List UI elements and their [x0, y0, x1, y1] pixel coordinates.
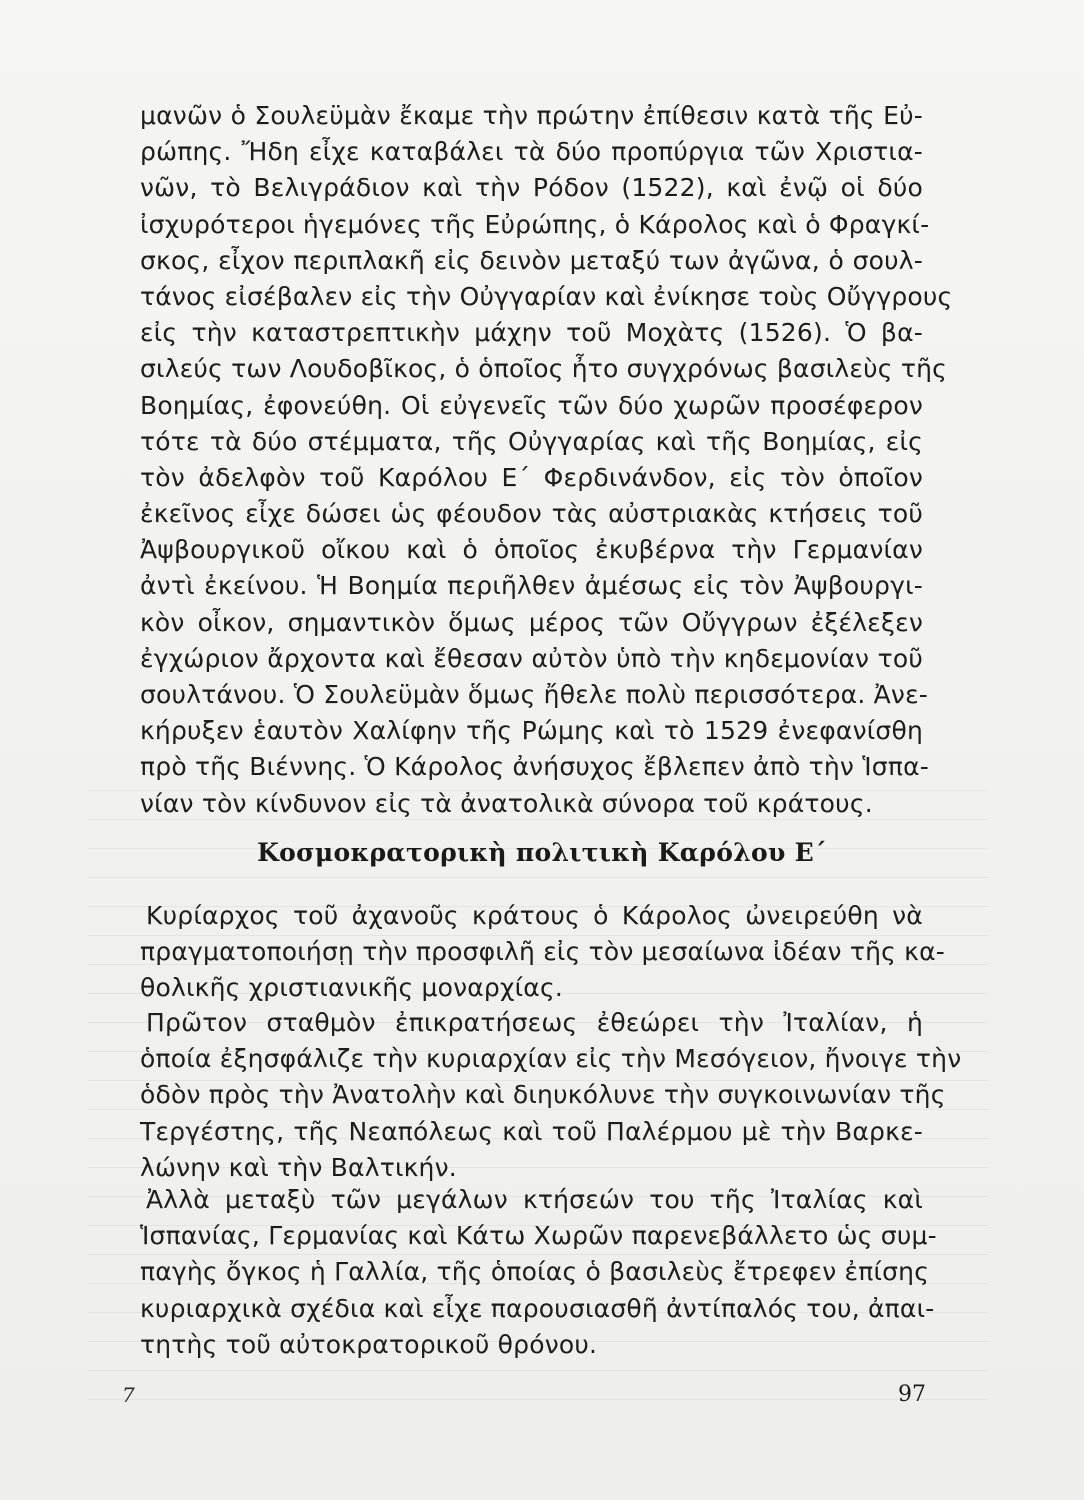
paragraph-3	[140, 1005, 962, 1186]
text-line: νίαν τὸν κίνδυνον εἰς τὰ ἀνατολικὰ σύνορα τοῦ κράτους.	[140, 788, 873, 818]
text-line: σκος, εἶχον περιπλακῆ εἰς δεινὸν μεταξύ των ἀγῶνα, ὁ σουλ-	[140, 245, 923, 275]
text-line: τὸν ἀδελφὸν τοῦ Καρόλου Ε΄ Φερδινάνδον, εἰς τὸν ὁποῖον	[140, 462, 923, 492]
text-line: πρὸ τῆς Βιέννης. Ὁ Κάρολος ἀνήσυχος ἔβλεπεν ἀπὸ τὴν Ἱσπα-	[140, 752, 929, 782]
text-line: ἐγχώριον ἄρχοντα καὶ ἔθεσαν αὐτὸν ὑπὸ τὴν κηδεμονίαν τοῦ	[140, 643, 923, 673]
text-line: θολικῆς χριστιανικῆς μοναρχίας.	[140, 973, 563, 1003]
text-line: σιλεύς των Λουδοβῖκος, ὁ ὁποῖος ἦτο συγχρόνως βασιλεὺς τῆς	[140, 354, 947, 384]
text-line: ὁποία ἐξησφάλιζε τὴν κυριαρχίαν εἰς τὴν Μεσόγειον, ἤνοιγε τὴν	[140, 1044, 962, 1074]
text-line: τότε τὰ δύο στέμματα, τῆς Οὐγγαρίας καὶ τῆς Βοημίας, εἰς	[140, 426, 923, 456]
signature-mark: 7	[122, 1383, 135, 1407]
page-number: 97	[898, 1382, 926, 1407]
text-line: Ἀψβουργικοῦ οἴκου καὶ ὁ ὁποῖος ἐκυβέρνα τὴν Γερμανίαν	[140, 535, 923, 565]
text-line: Πρῶτον σταθμὸν ἐπικρατήσεως ἐθεώρει τὴν Ἰταλίαν, ἡ	[146, 1008, 923, 1037]
text-line: πραγματοποιήσῃ τὴν προσφιλῆ εἰς τὸν μεσαίωνα ἰδέαν τῆς κα-	[140, 937, 946, 967]
text-line: παγὴς ὄγκος ἡ Γαλλία, τῆς ὁποίας ὁ βασιλεὺς ἔτρεφεν ἐπίσης	[140, 1257, 930, 1287]
text-line: Βοημίας, ἐφονεύθη. Οἱ εὐγενεῖς τῶν δύο χωρῶν προσέφερον	[140, 390, 923, 420]
text-line: λώνην καὶ τὴν Βαλτικήν.	[140, 1152, 457, 1182]
text-line: εἰς τὴν καταστρεπτικὴν μάχην τοῦ Μοχὰτς (1526). Ὁ βα-	[140, 318, 923, 348]
text-line: νῶν, τὸ Βελιγράδιον καὶ τὴν Ρόδον (1522), καὶ ἐνῷ οἱ δύο	[140, 173, 923, 203]
text-line: ρώπης. Ἤδη εἶχε καταβάλει τὰ δύο προπύργια τῶν Χριστια-	[140, 137, 923, 167]
text-line: τάνος εἰσέβαλεν εἰς τὴν Οὐγγαρίαν καὶ ἐνίκησε τοὺς Οὔγγρους	[140, 281, 953, 311]
paragraph-4	[140, 1182, 937, 1363]
text-line: Κυρίαρχος τοῦ ἀχανοῦς κράτους ὁ Κάρολος ὠνειρεύθη νὰ	[146, 901, 923, 930]
text-line: μανῶν ὁ Σουλεϋμὰν ἔκαμε τὴν πρώτην ἐπίθεσιν κατὰ τῆς Εὐ-	[140, 101, 923, 130]
text-line: Τεργέστης, τῆς Νεαπόλεως καὶ τοῦ Παλέρμου μὲ τὴν Βαρκε-	[140, 1116, 923, 1146]
text-line: κὸν οἶκον, σημαντικὸν ὅμως μέρος τῶν Οὔγγρων ἐξέλεξεν	[140, 607, 923, 637]
text-line: κυριαρχικὰ σχέδια καὶ εἶχε παρουσιασθῆ ἀντίπαλός του, ἀπαι-	[140, 1293, 935, 1323]
text-line: ὁδὸν πρὸς τὴν Ἀνατολὴν καὶ διηυκόλυνε τὴν συγκοινωνίαν τῆς	[140, 1080, 946, 1110]
text-line: ἀντὶ ἐκείνου. Ἡ Βοημία περιῆλθεν ἀμέσως εἰς τὸν Ἀψβουργι-	[140, 571, 923, 601]
text-line: κήρυξεν ἑαυτὸν Χαλίφην τῆς Ρώμης καὶ τὸ 1529 ἐνεφανίσθη	[140, 716, 923, 746]
paragraph-1	[140, 98, 953, 822]
section-heading: Κοσμοκρατορικὴ πολιτικὴ Καρόλου Ε΄	[257, 838, 827, 867]
text-line: σουλτάνου. Ὁ Σουλεϋμὰν ὅμως ἤθελε πολὺ περισσότερα. Ἀνε-	[140, 680, 929, 709]
text-line: ἐκεῖνος εἶχε δώσει ὡς φέουδον τὰς αὐστριακὰς κτήσεις τοῦ	[140, 499, 923, 529]
text-line: Ἱσπανίας, Γερμανίας καὶ Κάτω Χωρῶν παρενεβάλλετο ὡς συμ-	[140, 1221, 937, 1251]
text-line: Ἀλλὰ μεταξὺ τῶν μεγάλων κτήσεών του τῆς Ἰταλίας καὶ	[146, 1185, 923, 1214]
paragraph-2	[140, 898, 946, 1007]
text-line: ἰσχυρότεροι ἡγεμόνες τῆς Εὐρώπης, ὁ Κάρολος καὶ ὁ Φραγκί-	[140, 209, 930, 239]
text-line: τητὴς τοῦ αὐτοκρατορικοῦ θρόνου.	[140, 1329, 598, 1359]
